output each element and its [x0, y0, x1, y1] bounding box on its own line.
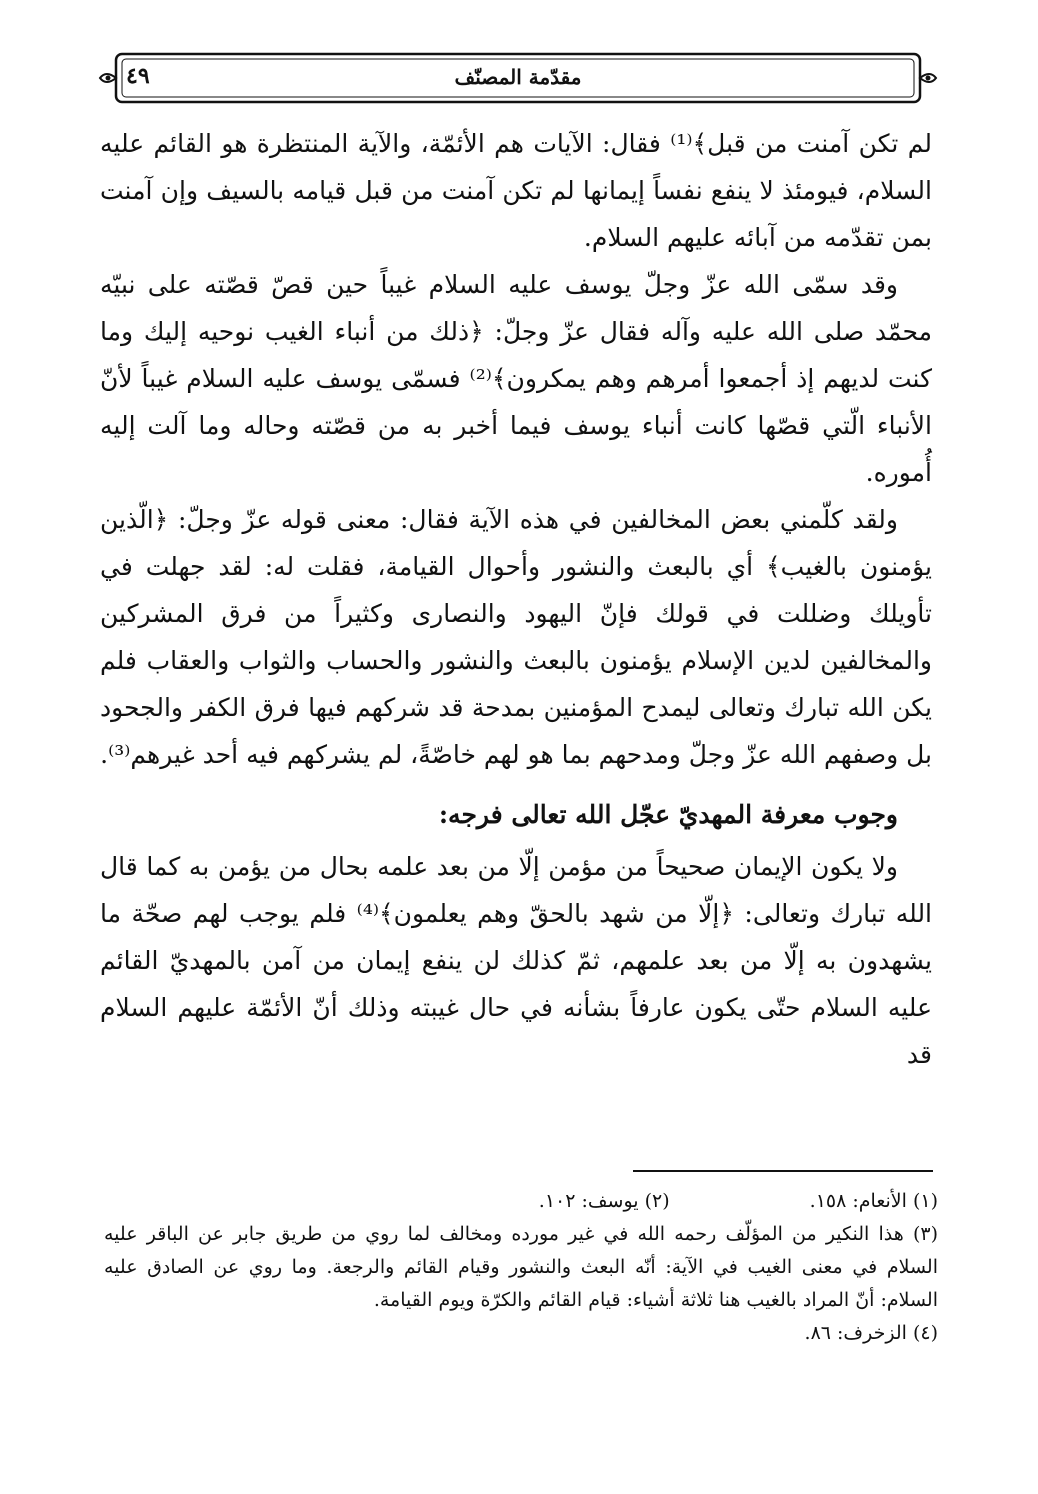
footnote-3: (٣) هذا النكير من المؤلّف رحمه الله في غير مورده ومخالف لما روي من طريق جابر عن الباقر عليه السلام في معنى الغيب في الآية: أنّه البعث والنشور وقيام القائم والرجعة. وما روي عن الصادق عليه السلام: أنّ المراد بالغيب هنا ثلاثة أشياء: قيام القائم والكرّة ويوم القيامة. — [104, 1223, 939, 1311]
section-heading: وجوب معرفة المهديّ عجّل الله تعالى فرجه: — [438, 800, 898, 829]
running-header-title: مقدّمة المصنّف — [454, 65, 582, 89]
footnote-1: (١) الأنعام: ١٥٨. — [809, 1190, 938, 1212]
paragraph-1: لم تكن آمنت من قبل﴾⁽¹⁾ فقال: الآيات هم الأئمّة، والآية المنتظرة هو القائم عليه السلام، فيومئذ لا ينفع نفساً إيمانها لم تكن آمنت من قبل قيامه بالسيف وإن آمنت بمن تقدّمه من آبائه عليهم السلام. — [100, 129, 932, 252]
paragraph-4: ولا يكون الإيمان صحيحاً من مؤمن إلّا من بعد علمه بحال من يؤمن به كما قال الله تبارك وتعالى: ﴿إلّا من شهد بالحقّ وهم يعلمون﴾⁽⁴⁾ فلم يوجب لهم صحّة ما يشهدون به إلّا من بعد علمهم، ثمّ كذلك لن ينفع إيمان من آمن بالمهديّ القائم عليه السلام حتّى يكون عارفاً بشأنه في حال غيبته وذلك أنّ الأئمّة عليهم السلام قد — [100, 852, 933, 1069]
footnote-divider — [633, 1170, 933, 1172]
paragraph-3: ولقد كلّمني بعض المخالفين في هذه الآية فقال: معنى قوله عزّ وجلّ: ﴿الّذين يؤمنون بالغيب﴾ أي بالبعث والنشور وأحوال القيامة، فقلت له: لقد جهلت في تأويلك وضللت في قولك فإنّ اليهود والنصارى وكثيراً من فرق المشركين والمخالفين لدين الإسلام يؤمنون بالبعث والنشور والحساب والثواب والعقاب فلم يكن الله تبارك وتعالى ليمدح المؤمنين بمدحة قد شركهم فيها فرق الكفر والجحود بل وصفهم الله عزّ وجلّ ومدحهم بما هو لهم خاصّةً، لم يشركهم فيه أحد غيرهم⁽³⁾. — [100, 505, 932, 769]
page-number: ٤٩ — [126, 63, 150, 89]
page-body — [100, 120, 932, 1078]
footnote-2: (٢) يوسف: ١٠٢. — [538, 1190, 670, 1212]
footnotes — [104, 1185, 938, 1350]
paragraph-2: وقد سمّى الله عزّ وجلّ يوسف عليه السلام غيباً حين قصّ قصّته على نبيّه محمّد صلى الله عليه وآله فقال عزّ وجلّ: ﴿ذلك من أنباء الغيب نوحيه إليك وما كنت لديهم إذ أجمعوا أمرهم وهم يمكرون﴾⁽²⁾ فسمّى يوسف عليه السلام غيباً لأنّ الأنباء الّتي قصّها كانت أنباء يوسف فيما أخبر به من قصّته وحاله وما آلت إليه أُموره. — [100, 270, 932, 487]
footnote-4: (٤) الزخرف: ٨٦. — [804, 1322, 938, 1344]
page-header — [98, 50, 938, 106]
footnote-row-1-2 — [104, 1185, 938, 1218]
